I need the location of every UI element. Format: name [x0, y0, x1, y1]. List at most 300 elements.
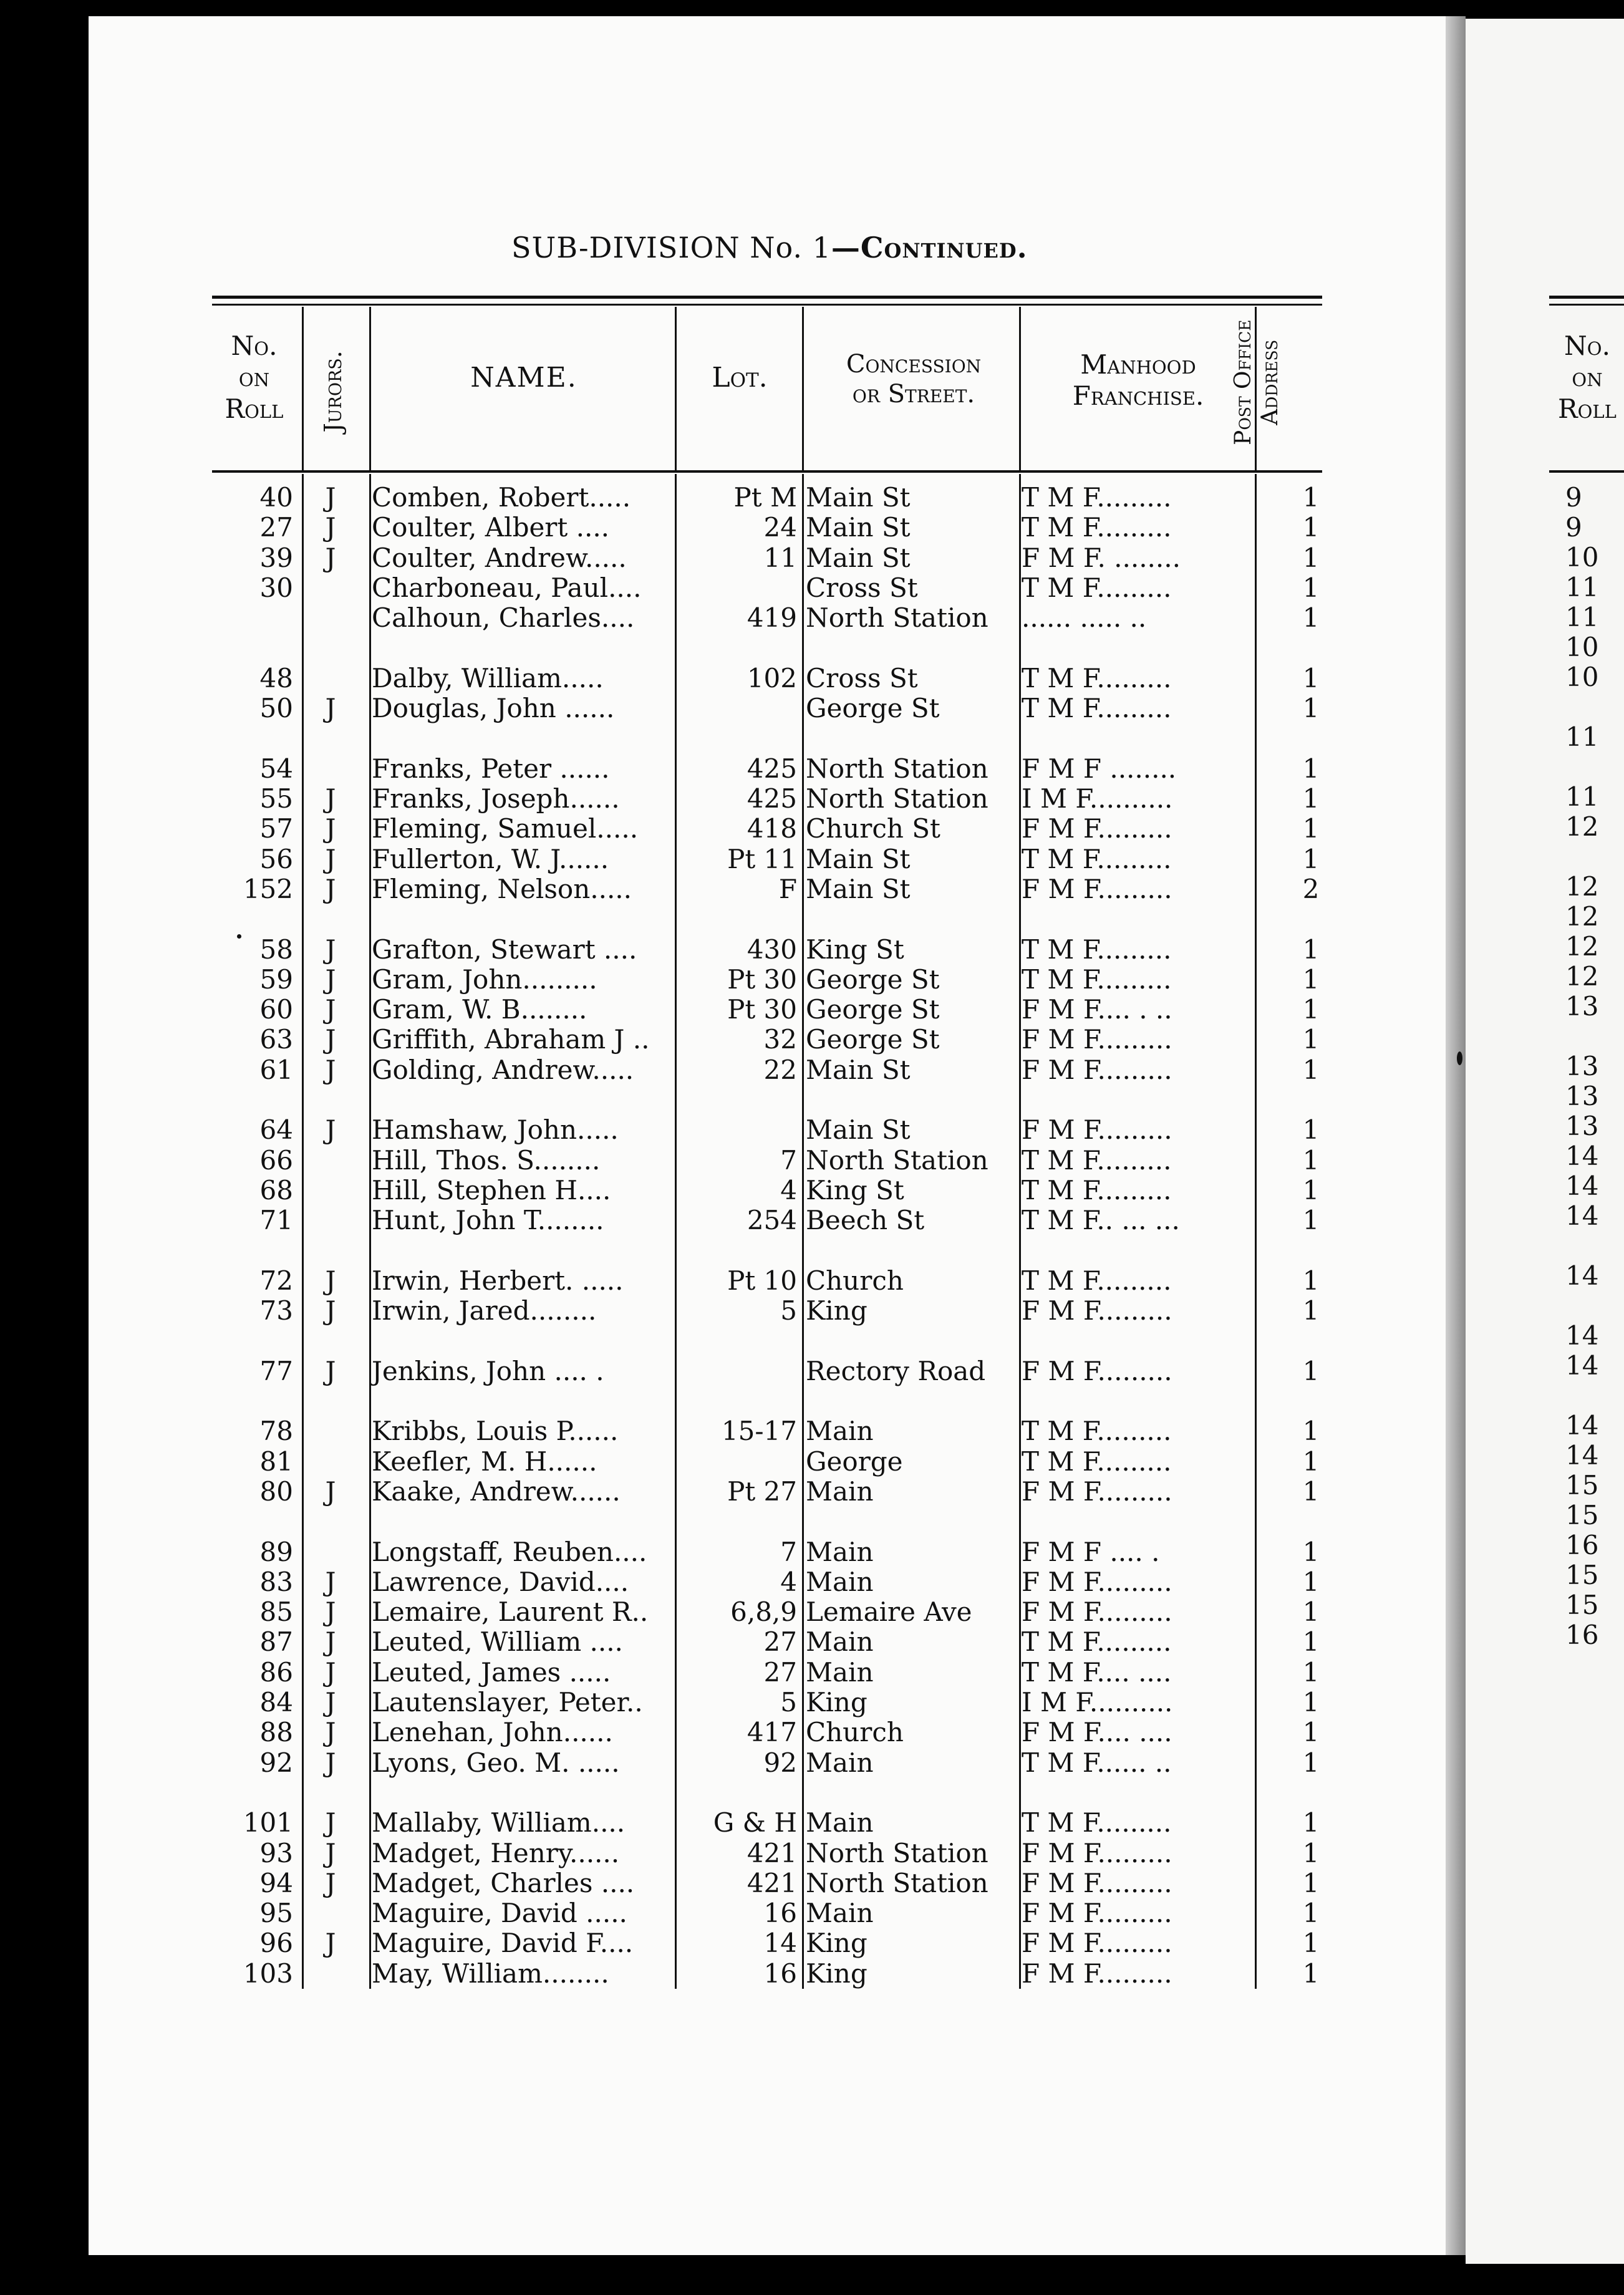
facing-roll-number: 13	[1565, 1051, 1599, 1081]
facing-roll-number: 11	[1565, 572, 1599, 602]
street-name: George St	[806, 964, 940, 995]
juror-mark: J	[325, 964, 336, 995]
street-name: North Station	[806, 602, 988, 634]
lot-number	[679, 573, 797, 603]
column-divider	[302, 474, 304, 1989]
roll-number: 66	[259, 1144, 293, 1176]
street-name: Main	[806, 1626, 874, 1658]
franchise-code: I M F..........	[1022, 784, 1173, 814]
post-office-code: 1	[1302, 994, 1320, 1025]
roll-number: 78	[259, 1416, 293, 1447]
juror-mark: J	[325, 482, 336, 513]
post-office-code: 1	[1302, 1747, 1320, 1778]
roll-number: 92	[259, 1747, 293, 1778]
franchise-code: T M F.........	[1022, 1446, 1172, 1477]
voter-name: Dalby, William.....	[372, 662, 604, 693]
franchise-code: F M F.........	[1022, 1838, 1172, 1868]
lot-number: 425	[747, 783, 797, 814]
street-name: North Station	[806, 1837, 988, 1868]
header-no-on-roll: No. on Roll	[225, 331, 284, 424]
facing-roll-number: 14	[1565, 1440, 1599, 1471]
facing-roll-number: 14	[1565, 1171, 1599, 1201]
post-office-code: 1	[1302, 1295, 1320, 1326]
lot-number: Pt M	[733, 482, 797, 513]
voter-name: Hill, Thos. S........	[372, 1144, 601, 1176]
post-office-code: 1	[1302, 1837, 1320, 1868]
facing-roll-number: 14	[1565, 1260, 1599, 1291]
post-office-code: 1	[1302, 1656, 1320, 1688]
franchise-code: F M F.........	[1022, 1356, 1172, 1386]
page-title	[511, 231, 1028, 264]
street-name: King	[806, 1958, 868, 1989]
voter-name: Kaake, Andrew......	[372, 1476, 621, 1507]
header-divider	[675, 307, 677, 471]
roll-number: 54	[259, 753, 293, 784]
voter-name: Lautenslayer, Peter..	[372, 1687, 643, 1718]
voter-name: Coulter, Andrew.....	[372, 542, 627, 573]
facing-roll-number: 15	[1565, 1560, 1599, 1590]
voter-name: Coulter, Albert ....	[372, 512, 610, 543]
page-edge-shadow	[1446, 16, 1466, 2255]
franchise-code: I M F..........	[1022, 1688, 1173, 1718]
lot-number: 421	[747, 1867, 797, 1898]
voter-name: Maguire, David .....	[372, 1898, 627, 1929]
post-office-code: 1	[1302, 482, 1320, 513]
lot-number: 419	[747, 602, 797, 634]
franchise-code: T M F.........	[1022, 1627, 1172, 1658]
roll-number: 80	[259, 1476, 293, 1507]
juror-mark	[312, 664, 349, 693]
post-office-code: 1	[1302, 1807, 1320, 1838]
voter-name: Lyons, Geo. M. .....	[372, 1747, 620, 1778]
voter-name: Comben, Robert.....	[372, 482, 631, 513]
juror-mark: J	[325, 934, 336, 965]
lot-number: 27	[763, 1626, 797, 1658]
post-office-code: 1	[1302, 934, 1320, 965]
street-name: Church	[806, 1265, 904, 1296]
street-name: George	[806, 1446, 903, 1477]
street-name: Main St	[806, 542, 911, 573]
street-name: Main	[806, 1476, 874, 1507]
street-name: Main St	[806, 512, 911, 543]
roll-number: 68	[259, 1174, 293, 1205]
franchise-code: T M F.........	[1022, 1808, 1172, 1838]
lot-number: 7	[780, 1536, 797, 1567]
franchise-code: T M F.........	[1022, 844, 1172, 874]
roll-number: 57	[259, 813, 293, 844]
voter-name: Lenehan, John......	[372, 1717, 613, 1748]
juror-mark	[312, 1447, 349, 1477]
facing-roll-number: 14	[1565, 1201, 1599, 1231]
facing-roll-number: 14	[1565, 1141, 1599, 1171]
juror-mark	[312, 1205, 349, 1235]
franchise-code: F M F.........	[1022, 874, 1172, 904]
street-name: Church St	[806, 813, 940, 844]
street-name: King St	[806, 1174, 904, 1205]
franchise-code: T M F.........	[1022, 1265, 1172, 1296]
column-divider	[802, 474, 804, 1989]
franchise-code: F M F.........	[1022, 1055, 1172, 1085]
post-office-code: 1	[1302, 662, 1320, 693]
roll-number: 96	[259, 1928, 293, 1959]
juror-mark: J	[325, 1867, 336, 1898]
voter-name: Kribbs, Louis P......	[372, 1416, 619, 1447]
facing-roll-number: 14	[1565, 1410, 1599, 1441]
lot-number: 11	[763, 542, 797, 573]
juror-mark: J	[325, 1747, 336, 1778]
juror-mark	[312, 1959, 349, 1989]
header-top-rule-1	[212, 296, 1322, 299]
title-continued: —Continued.	[831, 231, 1028, 264]
facing-roll-number: 13	[1565, 991, 1599, 1022]
facing-roll-number: 13	[1565, 1081, 1599, 1111]
juror-mark: J	[325, 1928, 336, 1959]
street-name: Main St	[806, 843, 911, 874]
voter-name: Grafton, Stewart ....	[372, 934, 637, 965]
header-post-office: Post Office Address	[1230, 319, 1283, 445]
post-office-code: 1	[1302, 813, 1320, 844]
post-office-code: 1	[1302, 964, 1320, 995]
street-name: Lemaire Ave	[806, 1597, 972, 1628]
roll-number: 61	[259, 1054, 293, 1085]
roll-number	[212, 603, 293, 633]
juror-mark: J	[325, 813, 336, 844]
roll-number: 27	[259, 512, 293, 543]
facing-roll-number: 12	[1565, 961, 1599, 992]
juror-mark	[312, 573, 349, 603]
header-concession: Concession or Street.	[846, 350, 982, 408]
roll-number: 93	[259, 1837, 293, 1868]
post-office-code: 1	[1302, 1446, 1320, 1477]
franchise-code: T M F.........	[1022, 693, 1172, 724]
juror-mark	[312, 1537, 349, 1567]
lot-number	[679, 1447, 797, 1477]
right-page-top-rule-1	[1549, 296, 1624, 299]
roll-number: 94	[259, 1867, 293, 1898]
voter-name: Fleming, Nelson.....	[372, 873, 632, 904]
header-bottom-rule	[212, 470, 1322, 473]
roll-number: 73	[259, 1295, 293, 1326]
column-divider	[1019, 474, 1021, 1989]
roll-number: 40	[259, 482, 293, 513]
post-office-code: 1	[1302, 1898, 1320, 1929]
roll-number: 85	[259, 1597, 293, 1628]
post-office-code: 1	[1302, 1355, 1320, 1386]
header-divider	[802, 307, 804, 471]
lot-number: 4	[780, 1174, 797, 1205]
post-office-code: 1	[1302, 1597, 1320, 1628]
juror-mark: J	[325, 994, 336, 1025]
lot-number: 14	[763, 1928, 797, 1959]
franchise-code: T M F.........	[1022, 1175, 1172, 1205]
lot-number: 6,8,9	[730, 1597, 797, 1628]
speck	[1457, 1051, 1462, 1065]
facing-roll-number: 16	[1565, 1620, 1599, 1650]
street-name: Main	[806, 1536, 874, 1567]
post-office-code: 1	[1302, 1536, 1320, 1567]
voter-name: Jenkins, John .... .	[372, 1355, 604, 1386]
street-name: George St	[806, 994, 940, 1025]
roll-number: 71	[259, 1205, 293, 1236]
lot-number: 15-17	[721, 1416, 797, 1447]
lot-number: Pt 27	[727, 1476, 797, 1507]
roll-number: 58	[259, 934, 293, 965]
lot-number	[679, 1115, 797, 1145]
juror-mark: J	[325, 1626, 336, 1658]
voter-name: Lawrence, David....	[372, 1566, 629, 1597]
street-name: Church	[806, 1717, 904, 1748]
lot-number: 102	[747, 662, 797, 693]
voter-name: May, William........	[372, 1958, 609, 1989]
post-office-code: 1	[1302, 602, 1320, 634]
post-office-code: 1	[1302, 542, 1320, 573]
franchise-code: T M F.........	[1022, 573, 1172, 603]
franchise-code: F M F.........	[1022, 1868, 1172, 1898]
street-name: Main	[806, 1747, 874, 1778]
right-page-bottom-rule	[1549, 470, 1624, 473]
street-name: Main St	[806, 873, 911, 904]
roll-number: 63	[259, 1024, 293, 1055]
franchise-code: T M F...... ..	[1022, 1747, 1172, 1778]
franchise-code: F M F.........	[1022, 1597, 1172, 1628]
roll-number: 72	[259, 1265, 293, 1296]
post-office-code: 1	[1302, 1566, 1320, 1597]
street-name: Cross St	[806, 572, 918, 603]
post-office-code: 1	[1302, 1687, 1320, 1718]
roll-number: 59	[259, 964, 293, 995]
facing-roll-number: 14	[1565, 1320, 1599, 1351]
header-lot: Lot.	[712, 362, 768, 394]
post-office-code: 1	[1302, 1958, 1320, 1989]
roll-number: 77	[259, 1355, 293, 1386]
franchise-code: F M F.........	[1022, 1928, 1172, 1959]
roll-number: 86	[259, 1656, 293, 1688]
post-office-code: 1	[1302, 1024, 1320, 1055]
franchise-code: F M F.........	[1022, 1296, 1172, 1326]
street-name: Main	[806, 1566, 874, 1597]
juror-mark: J	[325, 1024, 336, 1055]
voter-name: Fleming, Samuel.....	[372, 813, 639, 844]
lot-number: 92	[763, 1747, 797, 1778]
voter-name: Keefler, M. H......	[372, 1446, 597, 1477]
roll-number: 83	[259, 1566, 293, 1597]
juror-mark: J	[325, 693, 336, 724]
roll-number: 56	[259, 843, 293, 874]
lot-number: 16	[763, 1898, 797, 1929]
header-jurors: Jurors.	[319, 350, 347, 433]
facing-roll-number: 10	[1565, 632, 1599, 662]
lot-number: G & H	[713, 1807, 797, 1838]
header-name: NAME.	[470, 362, 578, 394]
roll-number: 39	[259, 542, 293, 573]
lot-number: 24	[763, 512, 797, 543]
franchise-code: F M F.........	[1022, 1476, 1172, 1507]
column-divider	[369, 474, 371, 1989]
juror-mark: J	[325, 1597, 336, 1628]
roll-number: 88	[259, 1717, 293, 1748]
street-name: North Station	[806, 783, 988, 814]
roll-number: 30	[259, 572, 293, 603]
post-office-code: 1	[1302, 1265, 1320, 1296]
franchise-code: F M F.........	[1022, 1115, 1172, 1146]
facing-roll-number: 10	[1565, 542, 1599, 573]
franchise-code: T M F.. ... ...	[1022, 1205, 1180, 1236]
roll-number: 64	[259, 1114, 293, 1146]
voter-name: Hill, Stephen H....	[372, 1174, 611, 1205]
street-name: North Station	[806, 1144, 988, 1176]
voter-name: Franks, Joseph......	[372, 783, 620, 814]
facing-roll-number: 11	[1565, 781, 1599, 812]
voter-name: Lemaire, Laurent R..	[372, 1597, 649, 1628]
roll-number: 103	[243, 1958, 293, 1989]
franchise-code: F M F.........	[1022, 1958, 1172, 1989]
facing-roll-number: 11	[1565, 602, 1599, 632]
column-divider	[1255, 474, 1257, 1989]
facing-roll-number: 14	[1565, 1350, 1599, 1381]
juror-mark: J	[325, 1265, 336, 1296]
facing-roll-number: 9	[1565, 512, 1582, 543]
juror-mark: J	[325, 1717, 336, 1748]
juror-mark: J	[325, 1295, 336, 1326]
voter-name: Fullerton, W. J......	[372, 843, 609, 874]
voter-name: Douglas, John ......	[372, 693, 615, 724]
juror-mark	[312, 1416, 349, 1446]
voter-name: Golding, Andrew.....	[372, 1054, 634, 1085]
title-main: SUB-DIVISION	[511, 231, 740, 264]
franchise-code: F M F.... . ..	[1022, 995, 1172, 1025]
facing-roll-number: 9	[1565, 482, 1582, 513]
facing-roll-number: 16	[1565, 1530, 1599, 1560]
lot-number: 425	[747, 753, 797, 784]
franchise-code: F M F.... ....	[1022, 1718, 1172, 1748]
roll-number: 95	[259, 1898, 293, 1929]
voter-name: Irwin, Herbert. .....	[372, 1265, 624, 1296]
lot-number: 4	[780, 1566, 797, 1597]
juror-mark: J	[325, 542, 336, 573]
speck	[237, 934, 241, 939]
street-name: Main St	[806, 482, 911, 513]
franchise-code: F M F.........	[1022, 814, 1172, 844]
lot-number: Pt 30	[727, 964, 797, 995]
roll-number: 48	[259, 662, 293, 693]
post-office-code: 1	[1302, 1114, 1320, 1146]
voter-name: Gram, John.........	[372, 964, 597, 995]
franchise-code: F M F.........	[1022, 1025, 1172, 1055]
voter-name: Maguire, David F....	[372, 1928, 634, 1959]
voter-name: Leuted, William ....	[372, 1626, 623, 1658]
lot-number: Pt 10	[727, 1265, 797, 1296]
franchise-code: F M F.........	[1022, 1567, 1172, 1597]
franchise-code: ...... ..... ..	[1022, 603, 1147, 634]
header-divider	[369, 307, 371, 471]
voter-name: Calhoun, Charles....	[372, 602, 635, 634]
post-office-code: 1	[1302, 693, 1320, 724]
street-name: Main	[806, 1656, 874, 1688]
franchise-code: T M F.........	[1022, 1416, 1172, 1447]
juror-mark: J	[325, 1054, 336, 1085]
franchise-code: T M F.........	[1022, 663, 1172, 693]
franchise-code: F M F .... .	[1022, 1537, 1160, 1567]
lot-number: 7	[780, 1144, 797, 1176]
voter-name: Madget, Charles ....	[372, 1867, 635, 1898]
juror-mark	[312, 603, 349, 633]
column-divider	[675, 474, 677, 1989]
post-office-code: 1	[1302, 753, 1320, 784]
roll-number: 101	[243, 1807, 293, 1838]
juror-mark: J	[325, 1687, 336, 1718]
juror-mark	[312, 754, 349, 784]
header-divider	[302, 307, 304, 471]
right-page-header: No. on Roll	[1558, 331, 1617, 424]
lot-number: 32	[763, 1024, 797, 1055]
roll-number: 89	[259, 1536, 293, 1567]
franchise-code: T M F.........	[1022, 483, 1172, 513]
voter-name: Mallaby, William....	[372, 1807, 626, 1838]
lot-number: 430	[747, 934, 797, 965]
voter-name: Gram, W. B........	[372, 994, 587, 1025]
post-office-code: 1	[1302, 1144, 1320, 1176]
voter-name: Hamshaw, John.....	[372, 1114, 619, 1146]
post-office-code: 1	[1302, 1416, 1320, 1447]
facing-roll-number: 15	[1565, 1500, 1599, 1530]
facing-roll-number: 13	[1565, 1111, 1599, 1141]
street-name: North Station	[806, 1867, 988, 1898]
lot-number: 5	[780, 1295, 797, 1326]
juror-mark: J	[325, 1807, 336, 1838]
header-divider	[1019, 307, 1021, 471]
juror-mark: J	[325, 1355, 336, 1386]
post-office-code: 1	[1302, 512, 1320, 543]
street-name: George St	[806, 693, 940, 724]
franchise-code: F M F. ........	[1022, 543, 1181, 573]
facing-roll-number: 12	[1565, 811, 1599, 842]
post-office-code: 1	[1302, 1717, 1320, 1748]
street-name: Main	[806, 1898, 874, 1929]
juror-mark: J	[325, 843, 336, 874]
lot-number: F	[778, 873, 797, 904]
franchise-code: T M F.... ....	[1022, 1657, 1172, 1688]
street-name: King St	[806, 934, 904, 965]
street-name: Main St	[806, 1054, 911, 1085]
roll-number: 87	[259, 1626, 293, 1658]
post-office-code: 1	[1302, 783, 1320, 814]
juror-mark: J	[325, 1566, 336, 1597]
franchise-code: T M F.........	[1022, 964, 1172, 995]
lot-number: 418	[747, 813, 797, 844]
post-office-code: 1	[1302, 1054, 1320, 1085]
juror-mark	[312, 1898, 349, 1928]
juror-mark: J	[325, 1837, 336, 1868]
roll-number: 152	[243, 873, 293, 904]
post-office-code: 1	[1302, 843, 1320, 874]
voter-name: Charboneau, Paul....	[372, 572, 642, 603]
franchise-code: T M F.........	[1022, 934, 1172, 965]
lot-number: 254	[747, 1205, 797, 1236]
franchise-code: T M F.........	[1022, 513, 1172, 543]
voter-name: Leuted, James .....	[372, 1656, 611, 1688]
facing-roll-number: 12	[1565, 871, 1599, 902]
facing-roll-number: 11	[1565, 722, 1599, 752]
juror-mark: J	[325, 873, 336, 904]
post-office-code: 1	[1302, 572, 1320, 603]
franchise-code: F M F ........	[1022, 753, 1177, 784]
street-name: Cross St	[806, 662, 918, 693]
post-office-code: 1	[1302, 1476, 1320, 1507]
right-page-top-rule-2	[1549, 304, 1624, 306]
lot-number: 27	[763, 1656, 797, 1688]
lot-number: Pt 11	[727, 843, 797, 874]
facing-roll-number: 12	[1565, 901, 1599, 932]
